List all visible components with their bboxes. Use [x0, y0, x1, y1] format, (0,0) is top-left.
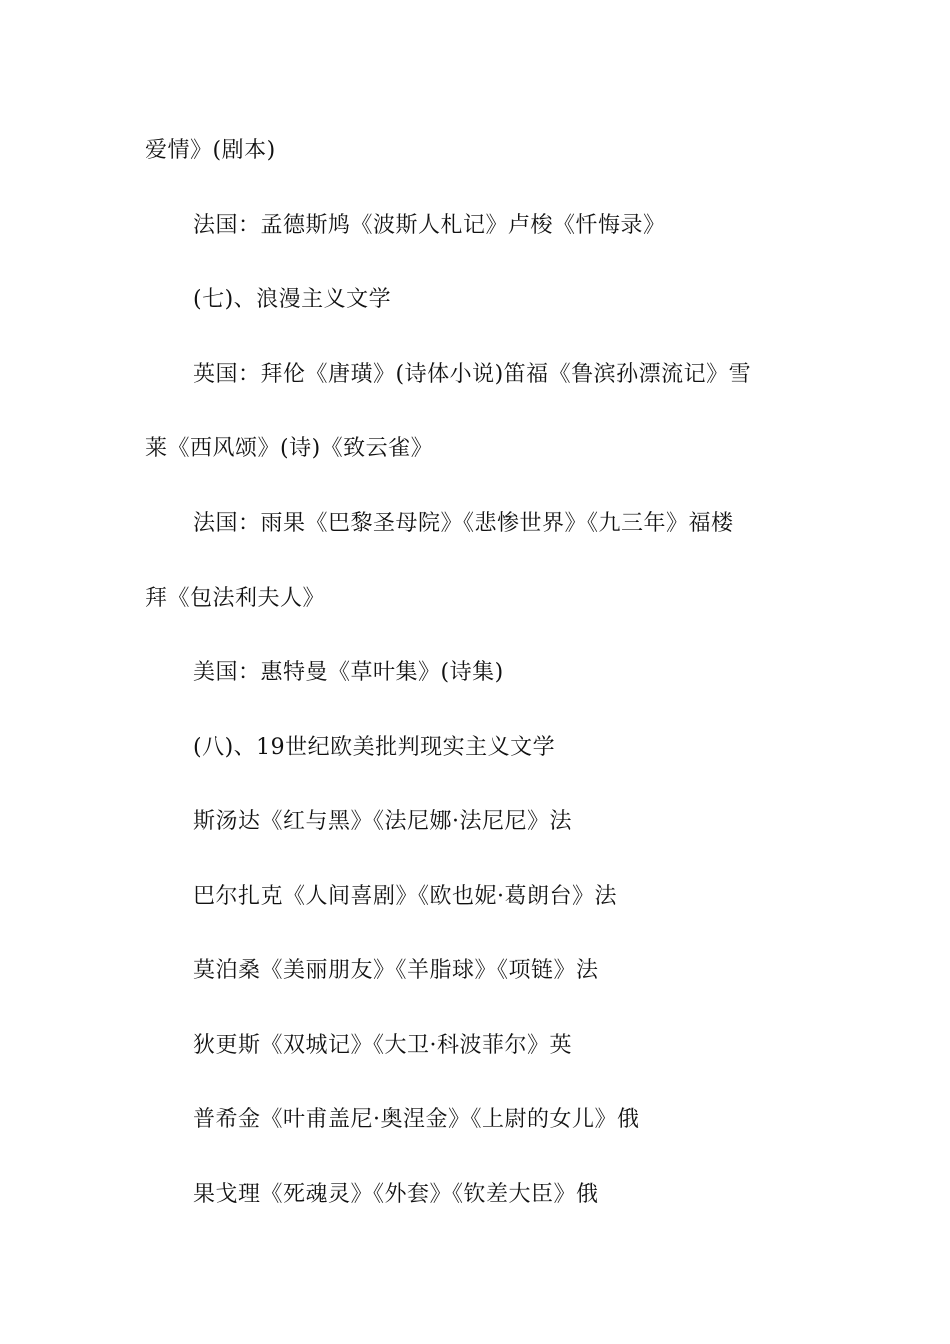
- section-heading: (八)、19世纪欧美批判现实主义文学: [193, 735, 556, 760]
- text-line: 莫泊桑《美丽朋友》《羊脂球》《项链》法: [193, 958, 599, 983]
- text-line: 拜《包法利夫人》: [145, 586, 326, 611]
- text-line: 果戈理《死魂灵》《外套》《钦差大臣》俄: [193, 1182, 599, 1207]
- text-line: 巴尔扎克《人间喜剧》《欧也妮·葛朗台》法: [193, 884, 617, 909]
- text-line: 狄更斯《双城记》《大卫·科波菲尔》英: [193, 1033, 572, 1058]
- text-line: 法国：雨果《巴黎圣母院》《悲惨世界》《九三年》福楼: [193, 511, 734, 536]
- text-line: 爱情》(剧本): [145, 138, 276, 163]
- text-line: 美国：惠特曼《草叶集》(诗集): [193, 660, 504, 685]
- text-line: 英国：拜伦《唐璜》(诗体小说)笛福《鲁滨孙漂流记》雪: [193, 362, 752, 387]
- text-line: 莱《西风颂》(诗)《致云雀》: [145, 436, 434, 461]
- section-heading: (七)、浪漫主义文学: [193, 287, 392, 312]
- text-line: 斯汤达《红与黑》《法尼娜·法尼尼》法: [193, 809, 572, 834]
- text-line: 普希金《叶甫盖尼·奥涅金》《上尉的女儿》俄: [193, 1107, 640, 1132]
- text-line: 法国：孟德斯鸠《波斯人札记》卢梭《忏悔录》: [193, 213, 666, 238]
